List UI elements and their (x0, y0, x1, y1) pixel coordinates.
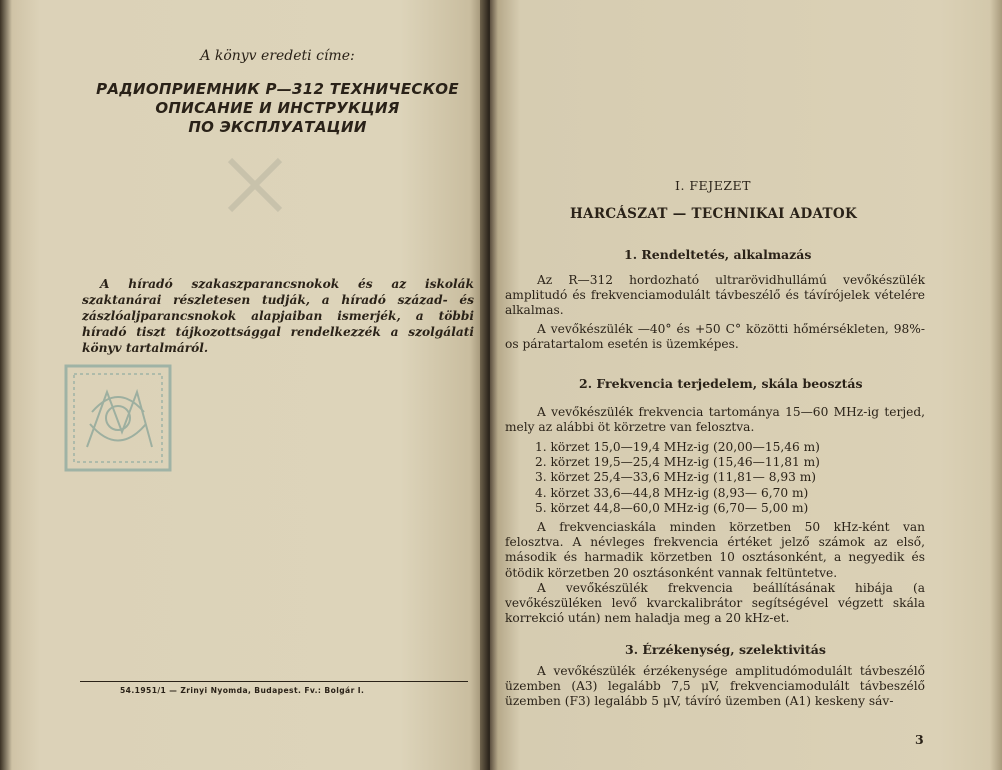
library-stamp-icon (62, 362, 174, 474)
russian-title-line-3: ПО ЭКСПЛУАТАЦИИ (188, 118, 367, 136)
list-item: 1. körzet 15,0—19,4 MHz-ig (20,00—15,46 m) (535, 440, 820, 454)
list-item: 3. körzet 25,4—33,6 MHz-ig (11,81— 8,93 m) (535, 470, 817, 485)
subheading-2: 2. Frekvencia terjedelem, skála beosztás (579, 376, 863, 391)
printer-imprint: 54.1951/1 — Zrinyi Nyomda, Budapest. Fv.: Bolgár I. (120, 686, 365, 695)
paragraph-6: A vevőkészülék érzékenysége amplitudómodulált távbeszélő üzemben (A3) legalább 7,5 μV, frekvenciamodulált távbeszélő üzemben (F3) legalább 5 μV, távíró üzemben (A1) keskeny sáv- (505, 664, 925, 709)
paragraph-1: Az R—312 hordozható ultrarövidhullámú vevőkészülék amplitudó és frekvenciamodulált távbeszélő és távírójelek vételére alkalmas. (505, 273, 925, 318)
imprint-divider (80, 681, 468, 682)
paragraph-3: A vevőkészülék frekvencia tartománya 15—60 MHz-ig terjed, mely az alábbi öt körzetre van felosztva. (505, 405, 925, 435)
page-number: 3 (915, 732, 924, 747)
russian-title (80, 80, 475, 137)
original-title-label: A könyv eredeti címe: (200, 48, 355, 64)
list-item: 5. körzet 44,8—60,0 MHz-ig (6,70— 5,00 m) (535, 500, 809, 515)
russian-title-line-2: ОПИСАНИЕ И ИНСТРУКЦИЯ (155, 99, 400, 117)
band-list (535, 440, 865, 516)
hammer-emblem-icon (220, 150, 290, 220)
subheading-3: 3. Érzékenység, szelektivitás (625, 642, 826, 657)
paragraph-4: A frekvenciaskála minden körzetben 50 kHz-ként van felosztva. A névleges frekvencia értéket jelző számok az első, második és harmadik körzetben 10 osztásonként, a negyedik és ötödik körzetben 20 osztásonként vannak feltüntetve. (505, 520, 925, 580)
russian-title-line-1: РАДИОПРИЕМНИК Р—312 ТЕХНИЧЕСКОЕ (96, 80, 459, 98)
list-item: 4. körzet 33,6—44,8 MHz-ig (8,93— 6,70 m) (535, 485, 809, 500)
paragraph-2: A vevőkészülék —40° és +50 C° közötti hőmérsékleten, 98%-os páratartalom esetén is üzemképes. (505, 322, 925, 352)
list-item: 2. körzet 19,5—25,4 MHz-ig (15,46—11,81 m) (535, 455, 820, 470)
intro-paragraph: A híradó szakaszparancsnokok és az iskolák szaktanárai részletesen tudják, a híradó század- és zászlóaljparancsnokok alapjaiban ismerjék, a többi híradó tiszt tájkozottsággal rendelkezzék a szolgálati könyv tartalmáról. (82, 277, 474, 355)
chapter-heading: I. FEJEZET (675, 178, 751, 193)
section-title: HARCÁSZAT — TECHNIKAI ADATOK (570, 206, 857, 222)
paragraph-5: A vevőkészülék frekvencia beállításának hibája (a vevőkészüléken levő kvarckalibrátor segítségével végzett skála korrekció után) nem haladja meg a 20 kHz-et. (505, 581, 925, 626)
subheading-1: 1. Rendeltetés, alkalmazás (624, 247, 812, 262)
original-title-block (80, 40, 475, 137)
